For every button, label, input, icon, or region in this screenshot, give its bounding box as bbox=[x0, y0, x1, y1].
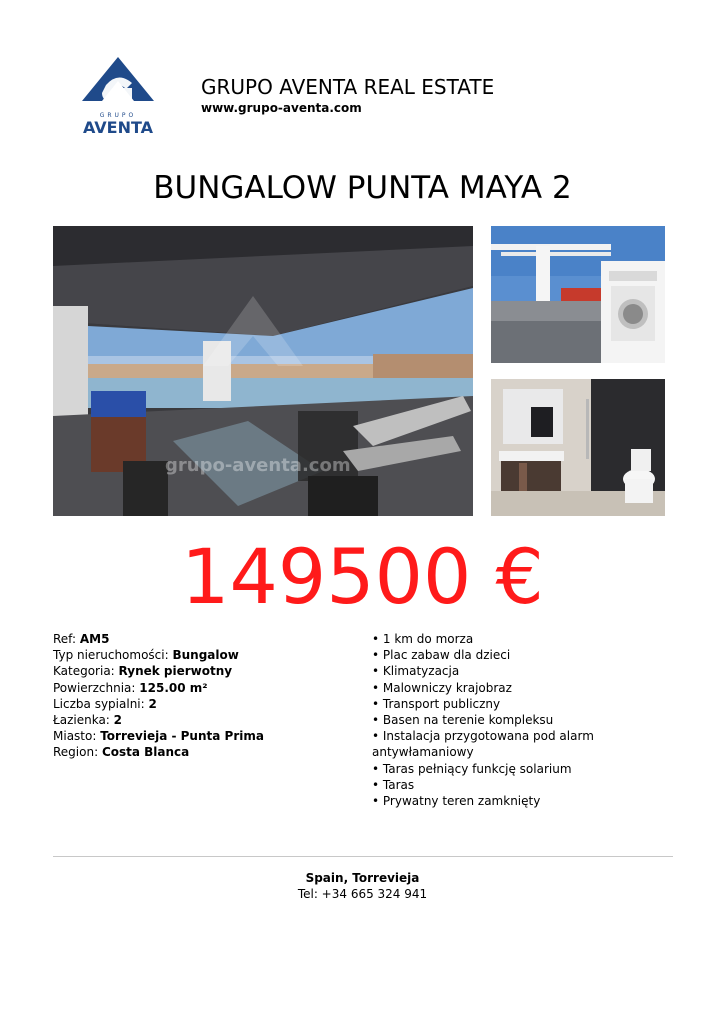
feature-item: • Taras pełniący funkcję solarium bbox=[372, 761, 572, 776]
feature-item: • Instalacja przygotowana pod alarm antywłamaniowy bbox=[372, 729, 594, 760]
detail-ref: Ref: AM5 bbox=[53, 632, 110, 646]
footer-divider bbox=[53, 856, 673, 857]
svg-text:AVENTA: AVENTA bbox=[82, 118, 154, 137]
photo-roof-terrace[interactable] bbox=[491, 226, 665, 363]
detail-bedrooms: Liczba sypialni: 2 bbox=[53, 696, 157, 711]
aventa-logo-icon bbox=[68, 55, 168, 137]
company-website-link[interactable]: www.grupo-aventa.com bbox=[201, 101, 362, 115]
feature-item: • 1 km do morza bbox=[372, 632, 474, 646]
footer-contact bbox=[0, 870, 725, 902]
feature-item: • Malowniczy krajobraz bbox=[372, 680, 512, 695]
feature-item: • Prywatny teren zamknięty bbox=[372, 794, 541, 809]
feature-item: • Taras bbox=[372, 777, 415, 792]
photo-watermark: grupo-aventa.com bbox=[165, 455, 351, 476]
feature-item: • Transport publiczny bbox=[372, 696, 501, 711]
feature-item: • Klimatyzacja bbox=[372, 664, 460, 679]
detail-area: Powierzchnia: 125.00 m² bbox=[53, 680, 208, 695]
detail-category: Kategoria: Rynek pierwotny bbox=[53, 664, 233, 679]
detail-bathrooms: Łazienka: 2 bbox=[53, 713, 123, 728]
property-details bbox=[53, 631, 264, 761]
feature-list bbox=[372, 631, 672, 809]
svg-text:GRUPO: GRUPO bbox=[99, 112, 137, 119]
company-name: GRUPO AVENTA REAL ESTATE bbox=[201, 75, 495, 99]
footer-location: Spain, Torrevieja bbox=[305, 871, 420, 885]
listing-price: 149500 € bbox=[181, 532, 544, 621]
company-logo bbox=[68, 55, 168, 137]
detail-property-type: Typ nieruchomości: Bungalow bbox=[53, 648, 239, 663]
feature-item: • Plac zabaw dla dzieci bbox=[372, 648, 511, 663]
detail-city: Miasto: Torrevieja - Punta Prima bbox=[53, 729, 264, 744]
detail-region: Region: Costa Blanca bbox=[53, 745, 190, 760]
footer-phone[interactable]: Tel: +34 665 324 941 bbox=[297, 887, 428, 901]
listing-title: BUNGALOW PUNTA MAYA 2 bbox=[153, 170, 572, 206]
photo-bathroom[interactable] bbox=[491, 379, 665, 516]
feature-item: • Basen na terenie kompleksu bbox=[372, 713, 554, 728]
